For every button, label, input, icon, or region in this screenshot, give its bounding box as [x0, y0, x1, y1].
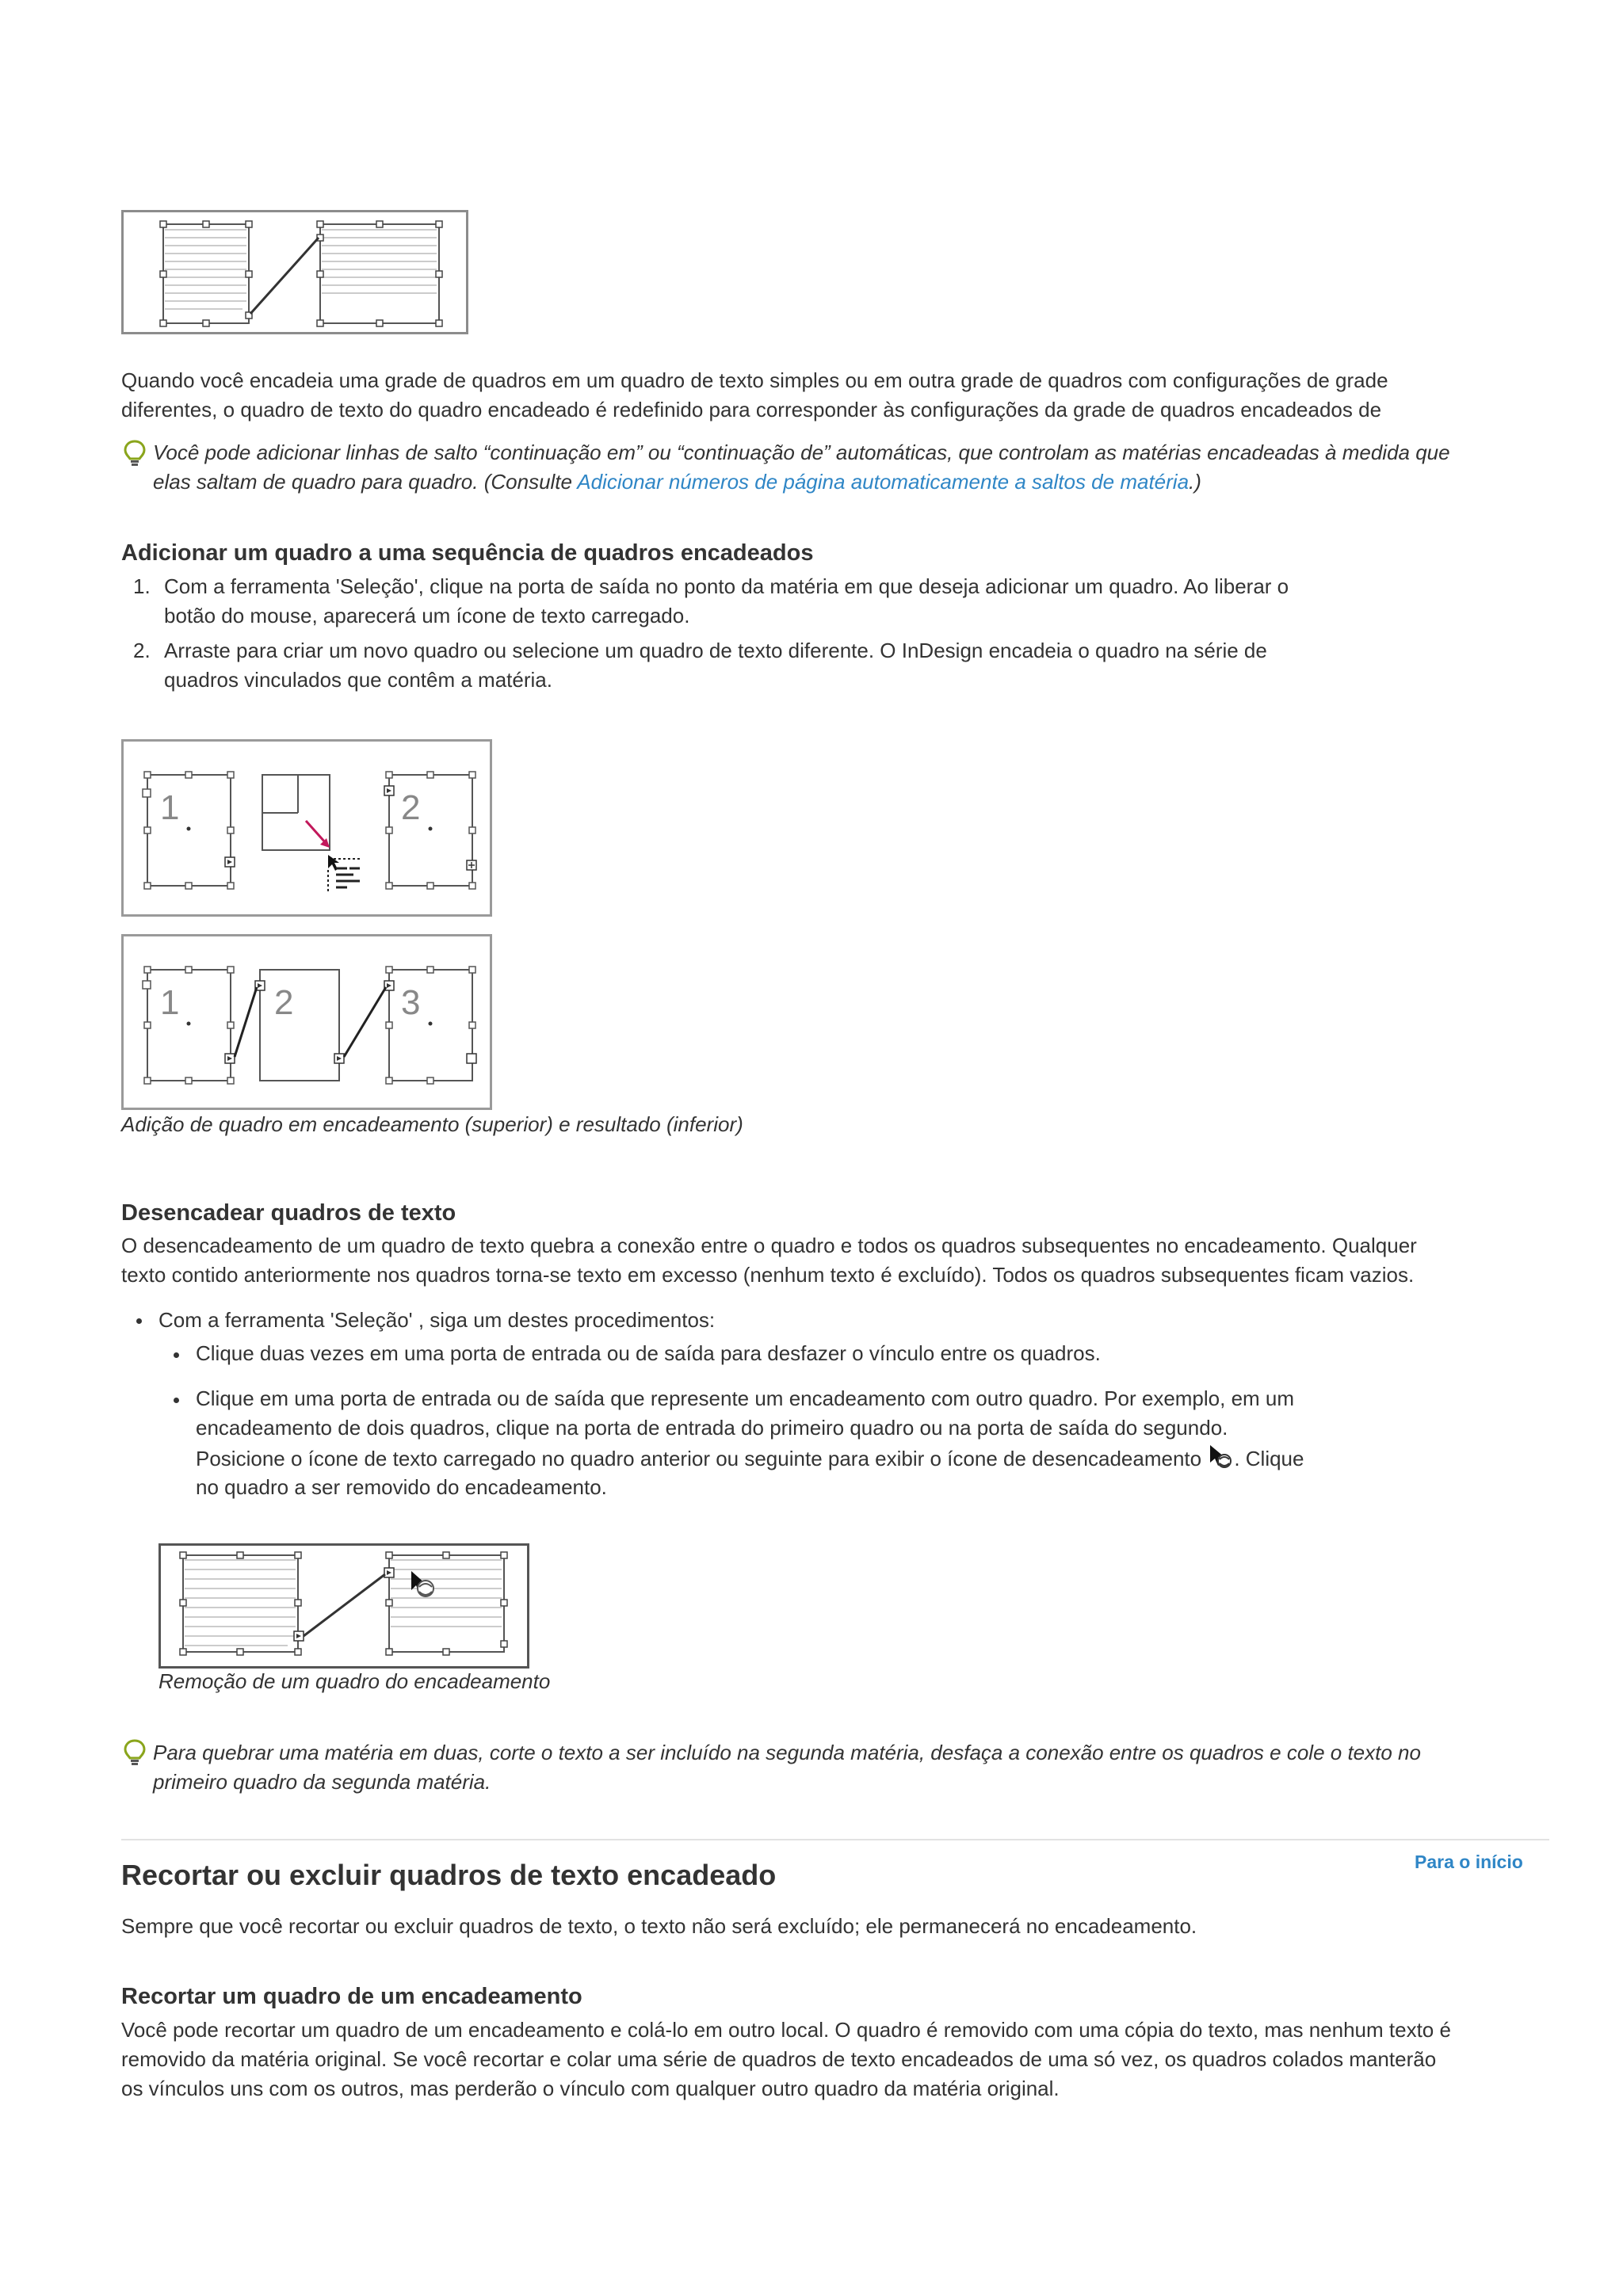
- heading-unthread: Desencadear quadros de texto: [121, 1200, 456, 1226]
- tip1-link-page-numbers[interactable]: Adicionar números de página automaticamente a saltos de matéria: [577, 470, 1190, 494]
- bullet-dot: [136, 1318, 142, 1324]
- figure-top-label-1: 1: [160, 788, 180, 827]
- unthread-paragraph-line2: texto contido anteriormente nos quadros torna-se texto em excesso (nenhum texto é excluído). Todos os quadros subsequentes ficam vazios.: [121, 1263, 1415, 1287]
- tip1-line1: Você pode adicionar linhas de salto “continuação em” ou “continuação de” automáticas, que controlam as matérias encadeadas à medida que: [153, 441, 1450, 464]
- unthread-sub2-line3-after: . Clique: [1234, 1447, 1304, 1470]
- bullet-dot: [174, 1352, 179, 1358]
- back-to-top-link[interactable]: Para o início: [1415, 1852, 1523, 1872]
- tip1-line2-before: elas saltam de quadro para quadro. (Consulte: [153, 470, 578, 494]
- lightbulb-tip-icon: [123, 440, 147, 467]
- unthread-sub2-line1: Clique em uma porta de entrada ou de saída que represente um encadeamento com outro quadro. Por exemplo, em um: [196, 1386, 1295, 1410]
- intro-paragraph-line1: Quando você encadeia uma grade de quadros em um quadro de texto simples ou em outra grade de quadros com configurações de grade: [121, 368, 1388, 392]
- lightbulb-tip-icon: [123, 1739, 147, 1766]
- unthread-sub2-line4: no quadro a ser removido do encadeamento.: [196, 1475, 607, 1499]
- caption-remove-frame: Remoção de um quadro do encadeamento: [158, 1669, 551, 1693]
- section-divider: [121, 1839, 1549, 1840]
- unthread-icon: [1207, 1444, 1234, 1470]
- cut-paragraph: Sempre que você recortar ou excluir quadros de texto, o texto não será excluído; ele permanecerá no encadeamento.: [121, 1914, 1197, 1938]
- figure-threaded-grids: [121, 210, 468, 334]
- figure-add-frame-bottom-drawing: [124, 936, 490, 1108]
- figure-remove-frame: [158, 1543, 529, 1669]
- tip1-line2: [153, 467, 1201, 497]
- figure-bottom-label-1: 1: [160, 983, 180, 1022]
- cut-frame-line3: os vínculos uns com os outros, mas perderão o vínculo com qualquer outro quadro da matéria original.: [121, 2077, 1060, 2100]
- figure-add-frame-top: [121, 739, 492, 917]
- tip1-line2-after: .): [1189, 470, 1201, 494]
- figure-threaded-grids-drawing: [124, 212, 466, 332]
- figure-bottom-label-3: 3: [401, 983, 421, 1022]
- unthread-paragraph-line1: O desencadeamento de um quadro de texto quebra a conexão entre o quadro e todos os quadros subsequentes no encadeamento. Qualquer: [121, 1234, 1417, 1257]
- intro-paragraph-line2: diferentes, o quadro de texto do quadro encadeado é redefinido para corresponder às configurações da grade de quadros encadeados de: [121, 398, 1382, 421]
- bullet-dot: [174, 1398, 179, 1403]
- step-2-line1: Arraste para criar um novo quadro ou selecione um quadro de texto diferente. O InDesign encadeia o quadro na série de: [164, 639, 1267, 662]
- cut-frame-line1: Você pode recortar um quadro de um encadeamento e colá-lo em outro local. O quadro é removido com uma cópia do texto, mas nenhum texto é: [121, 2018, 1451, 2042]
- tip2-line2: primeiro quadro da segunda matéria.: [153, 1770, 491, 1794]
- heading-cut-delete: Recortar ou excluir quadros de texto encadeado: [121, 1859, 777, 1891]
- caption-add-frame: Adição de quadro em encadeamento (superior) e resultado (inferior): [121, 1112, 743, 1136]
- figure-remove-frame-drawing: [161, 1546, 527, 1666]
- heading-cut-frame: Recortar um quadro de um encadeamento: [121, 1984, 582, 2009]
- step-1-line2: botão do mouse, aparecerá um ícone de texto carregado.: [164, 604, 690, 627]
- unthread-sub2-line3-before: Posicione o ícone de texto carregado no quadro anterior ou seguinte para exibir o ícone de desencadeamento: [196, 1447, 1208, 1470]
- tip2-line1: Para quebrar uma matéria em duas, corte o texto a ser incluído na segunda matéria, desfaça a conexão entre os quadros e cole o texto no: [153, 1741, 1421, 1764]
- unthread-sub1: Clique duas vezes em uma porta de entrada ou de saída para desfazer o vínculo entre os quadros.: [196, 1341, 1101, 1365]
- step-1-line1: Com a ferramenta 'Seleção', clique na porta de saída no ponto da matéria em que deseja adicionar um quadro. Ao liberar o: [164, 574, 1289, 598]
- figure-bottom-label-2: 2: [274, 983, 294, 1022]
- unthread-sub2-line2: encadeamento de dois quadros, clique na porta de entrada do primeiro quadro ou na porta de saída do segundo.: [196, 1416, 1228, 1440]
- figure-top-label-2: 2: [401, 788, 421, 827]
- figure-add-frame-top-drawing: [124, 742, 490, 914]
- step-number: 1.: [133, 574, 151, 598]
- unthread-sub2-line3: [196, 1444, 1304, 1474]
- unthread-bullet: Com a ferramenta 'Seleção' , siga um destes procedimentos:: [158, 1308, 716, 1332]
- step-number: 2.: [133, 639, 151, 662]
- step-2-line2: quadros vinculados que contêm a matéria.: [164, 668, 552, 692]
- heading-add-frame: Adicionar um quadro a uma sequência de quadros encadeados: [121, 540, 814, 566]
- figure-add-frame-bottom: [121, 934, 492, 1110]
- cut-frame-line2: removido da matéria original. Se você recortar e colar uma série de quadros de texto encadeados de uma só vez, os quadros colados manterão: [121, 2047, 1437, 2071]
